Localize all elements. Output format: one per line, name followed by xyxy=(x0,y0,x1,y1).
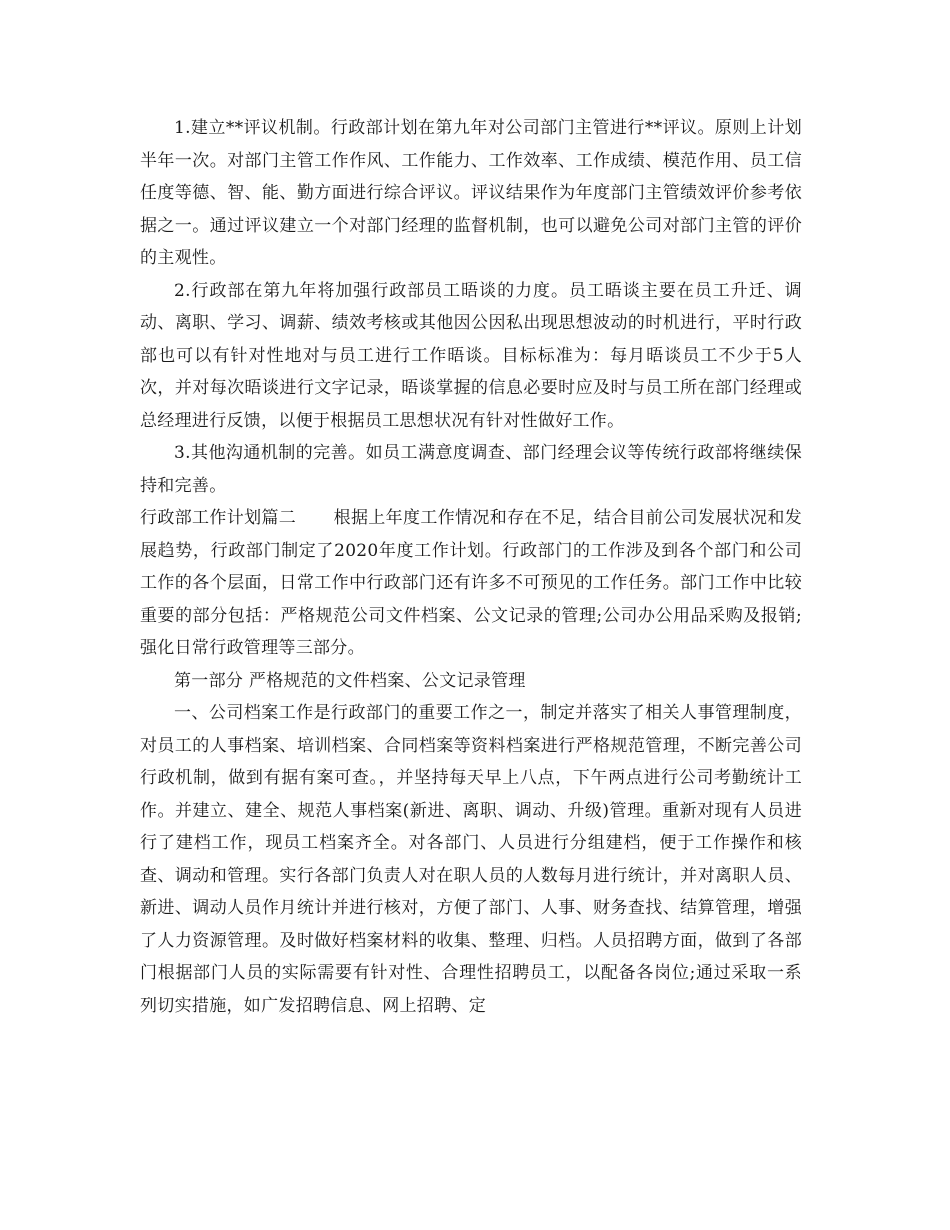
paragraph-3: 3.其他沟通机制的完善。如员工满意度调查、部门经理会议等传统行政部将继续保持和完善。 xyxy=(140,443,802,496)
part-body: 一、公司档案工作是行政部门的重要工作之一，制定并落实了相关人事管理制度，对员工的人事档案、培训档案、合同档案等资料档案进行严格规范管理，不断完善公司行政机制，做到有据有案可查。，并坚持每天早上八点，下午两点进行公司考勤统计工作。并建立、建全、规范人事档案(新进、离职、调动、升级)管理。重新对现有人员进行了建档工作，现员工档案齐全。对各部门、人员进行分组建档，便于工作操作和核查、调动和管理。实行各部门负责人对在职人员的人数每月进行统计，并对离职人员、新进、调动人员作月统计并进行核对，方便了部门、人事、财务查找、结算管理，增强了人力资源管理。及时做好档案材料的收集、整理、归档。人员招聘方面，做到了各部门根据部门人员的实际需要有针对性、合理性招聘员工，以配备各岗位;通过采取一系列切实措施，如广发招聘信息、网上招聘、定 xyxy=(140,703,802,1016)
paragraph-1: 1.建立**评议机制。行政部计划在第九年对公司部门主管进行**评议。原则上计划半年一次。对部门主管工作作风、工作能力、工作效率、工作成绩、模范作用、员工信任度等德、智、能、勤方面进行综合评议。评议结果作为年度部门主管绩效评价参考依据之一。通过评议建立一个对部门经理的监督机制，也可以避免公司对部门主管的评价的主观性。 xyxy=(140,118,802,268)
paragraph-2: 2.行政部在第九年将加强行政部员工晤谈的力度。员工晤谈主要在员工升迁、调动、离职、学习、调薪、绩效考核或其他因公因私出现思想波动的时机进行，平时行政部也可以有针对性地对与员工进行工作晤谈。目标标准为：每月晤谈员工不少于5人次，并对每次晤谈进行文字记录，晤谈掌握的信息必要时应及时与员工所在部门经理或总经理进行反馈，以便于根据员工思想状况有针对性做好工作。 xyxy=(140,280,802,431)
section-title: 行政部工作计划篇二 xyxy=(140,508,297,528)
section-intro: 根据上年度工作情况和存在不足，结合目前公司发展状况和发展趋势，行政部门制定了2020年度工作计划。行政部门的工作涉及到各个部门和公司工作的各个层面，日常工作中行政部门还有许多不可预见的工作任务。部门工作中比较重要的部分包括：严格规范公司文件档案、公文记录的管理;公司办公用品采购及报销;强化日常行政管理等三部分。 xyxy=(140,508,802,658)
document-body xyxy=(140,112,802,1022)
section-intro-paragraph xyxy=(140,502,802,665)
part-heading: 第一部分 严格规范的文件档案、公文记录管理 xyxy=(174,670,526,691)
